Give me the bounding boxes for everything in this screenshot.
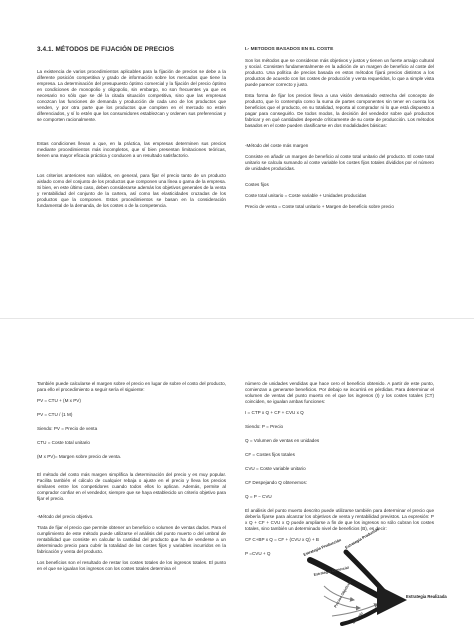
- paragraph: El método del costo más margen simplifica la determinación del precio y es muy popular. Facilita también el cálculo de cualquier rebaja o ajuste en el precio y lleva los precios similares entre los competidores cuando todos ellos lo aplican. Además, permite al comprador confiar en el vendedor, siempre que se haya establecido un criterio objetivo para fijar el precio.: [37, 472, 226, 501]
- figure-label: Estrategia Producción: [302, 538, 342, 557]
- paragraph: número de unidades vendidas que hace cero el beneficio obtenido. A partir de este punto, comienzan a generarse beneficios. Por debajo se incurrirá en pérdidas. Para determinar el volumen de ventas del punto muerto en el que los ingresos (I) y los costes totales (CT) coinciden, se igualan ambas funciones:: [245, 381, 434, 404]
- formula: CF = Costes fijos totales: [245, 452, 295, 457]
- strategy-diagram: [302, 527, 448, 630]
- document-page-2: [0, 318, 474, 633]
- paragraph: Trata de fijar el precio que permite obtener un beneficio o volumen de ventas dados. Para el cumplimiento de este método puede utilizarse el análisis del punto muerto o del umbral de rentabilidad que consiste en calcular la cantidad del producto que ha de venderse a un determinado precio para cubrir la totalidad de los costes fijos y variables incurridos en la fabricación y venta del producto.: [37, 525, 226, 554]
- paragraph: Son los métodos que se consideran más objetivos y justos y tienen un fuerte arraigo cultural y social. Consisten fundamentalmente en la adición de un margen de beneficio al coste del producto. Una política de precios basada en estos métodos fijará precios distintos a los productos de acuerdo con los costes de producción y venta requeridos, lo que a simple vista puede parecer correcto y justo.: [245, 58, 434, 87]
- figure-label: Mercado: [351, 611, 364, 625]
- figure-label: Estrategia Productos: [344, 527, 380, 550]
- formula: Coste total unitario = Coste variable + Unidades producidas: [245, 193, 367, 198]
- paragraph: Estas condiciones llevan a que, en la práctica, las empresas determinen sus precios mediante procedimientos más incompletos, que sí bien presentan limitaciones teóricas, tienen una mayor eficacia práctica y conducen a un resultado satisfactorio.: [37, 141, 226, 158]
- formula: I = CTP x Q + CF + CVU x Q: [245, 410, 304, 415]
- formula: Siendo: P = Precio: [245, 424, 284, 429]
- method-title: -Método del coste más margen: [245, 143, 309, 148]
- figure-label: Estrategia Comercial: [313, 565, 350, 577]
- figure-label: Estrategia Realizada: [406, 594, 447, 599]
- page2-left-column: [37, 381, 226, 577]
- paragraph: Los criterios anteriores son válidos, en general, para fijar el precio tanto de un producto aislado como del conjunto de los productos que componen una línea o gama de la empresa. Si bien, en este último caso, deben considerarse además los objetivos generales de la venta y rentabilidad del conjunto de la cartera, así como las elasticidades cruzadas de los productos que la componen. Estos procedimientos se basan en la consideración fundamental de la demanda, de los costes o de la competencia.: [37, 173, 226, 208]
- paragraph: El análisis del punto muerto descrito puede utilizarse también para determinar el precio que debería fijarse para alcanzar los objetivos de venta y rentabilidad previstos. La expresión: P x Q + CF + CVU x Q puede ampliarse a fin de que los ingresos no sólo cubran los costes totales, sino también un determinado nivel de beneficios (B), es decir:: [245, 508, 434, 531]
- formula-label: Costes fijos: [245, 182, 269, 187]
- formula: Siendo: PV = Precio de venta: [37, 426, 98, 431]
- formula: CTU = Coste total unitario: [37, 440, 90, 445]
- page1-right-column: [245, 47, 434, 215]
- formula: CF Despejando Q obtenemos:: [245, 480, 308, 485]
- formula: P =CVU + Q: [245, 551, 271, 556]
- formula: CVU = Coste variable unitario: [245, 466, 306, 471]
- page1-left-column: [37, 47, 226, 214]
- formula: PV = CTU + (M x PV): [37, 398, 81, 403]
- formula: CF C+BP x Q = CF + (CVU x Q) + B: [245, 537, 319, 542]
- formula: Q = P − CVU: [245, 494, 272, 499]
- paragraph: También puede calcularse el margen sobre el precio en lugar de sobre el costo del producto, para ello el procedimiento a seguir sería el siguiente:: [37, 381, 226, 392]
- paragraph: La existencia de varios procedimientos aplicables para la fijación de precios se debe a la diferente posición competitiva y grado de información sobre los mercados que tiene la empresa. La determinación del presupuesto óptimo comercial y la fijación del precio óptimo en condiciones de monopolio y oligopolio, sin embargo, no son frecuentes ya que es necesario no sólo que se dé la citada situación competitiva, sino que las empresas conozcan las funciones de demanda y producción de cada uno de los productos que venden, y por otra parte que los productos que compiten en el mercado no estén diferenciados, y sí lo estén que los consumidores establezcan y ordenen sus preferencias y se comporten racionalmente.: [37, 69, 226, 122]
- paragraph: Esta forma de fijar los precios lleva a una visión demasiado estrecha del concepto de producto, que lo contempla como la suma de partes componentes sin tener en cuenta los beneficios que el producto, en su totalidad, reporta al comprador ni lo que está dispuesto a pagar para conseguirlo. De todos modos, la decisión del vendedor sobre qué productos fabricar y en qué cantidades depende críticamente de su coste de producción. Los métodos basados en el coste pueden clasificarse en dos modalidades básicas:: [245, 93, 434, 128]
- paragraph: Los beneficios son el resultado de restar los costes totales de los ingresos totales. El punto en el que se igualan los ingresos con los costes totales determina el: [37, 560, 226, 571]
- formula: PV = CTU / (1 M): [37, 412, 73, 417]
- section-heading: 3.4.1. MÉTODOS DE FIJACIÓN DE PRECIOS: [37, 46, 175, 53]
- paragraph: Consiste en añadir un margen de beneficio al coste total unitario del producto. El coste total unitario se calcula sumando al coste variable los costes fijos totales divididos por el número de unidades producidas.: [245, 154, 434, 171]
- formula: Precio de venta = Coste total unitario + Margen de beneficio sobre precio: [245, 204, 394, 209]
- formula: Q = Volumen de ventas en unidades: [245, 438, 320, 443]
- subsection-heading: I.- METODOS BASADOS EN EL COSTE: [245, 47, 334, 52]
- figure-label: Precios Objetivos: [333, 580, 353, 609]
- method-title: -Método del precio objetivo.: [37, 514, 94, 519]
- formula: (M x PV)= Margen sobre precio de venta.: [37, 454, 122, 459]
